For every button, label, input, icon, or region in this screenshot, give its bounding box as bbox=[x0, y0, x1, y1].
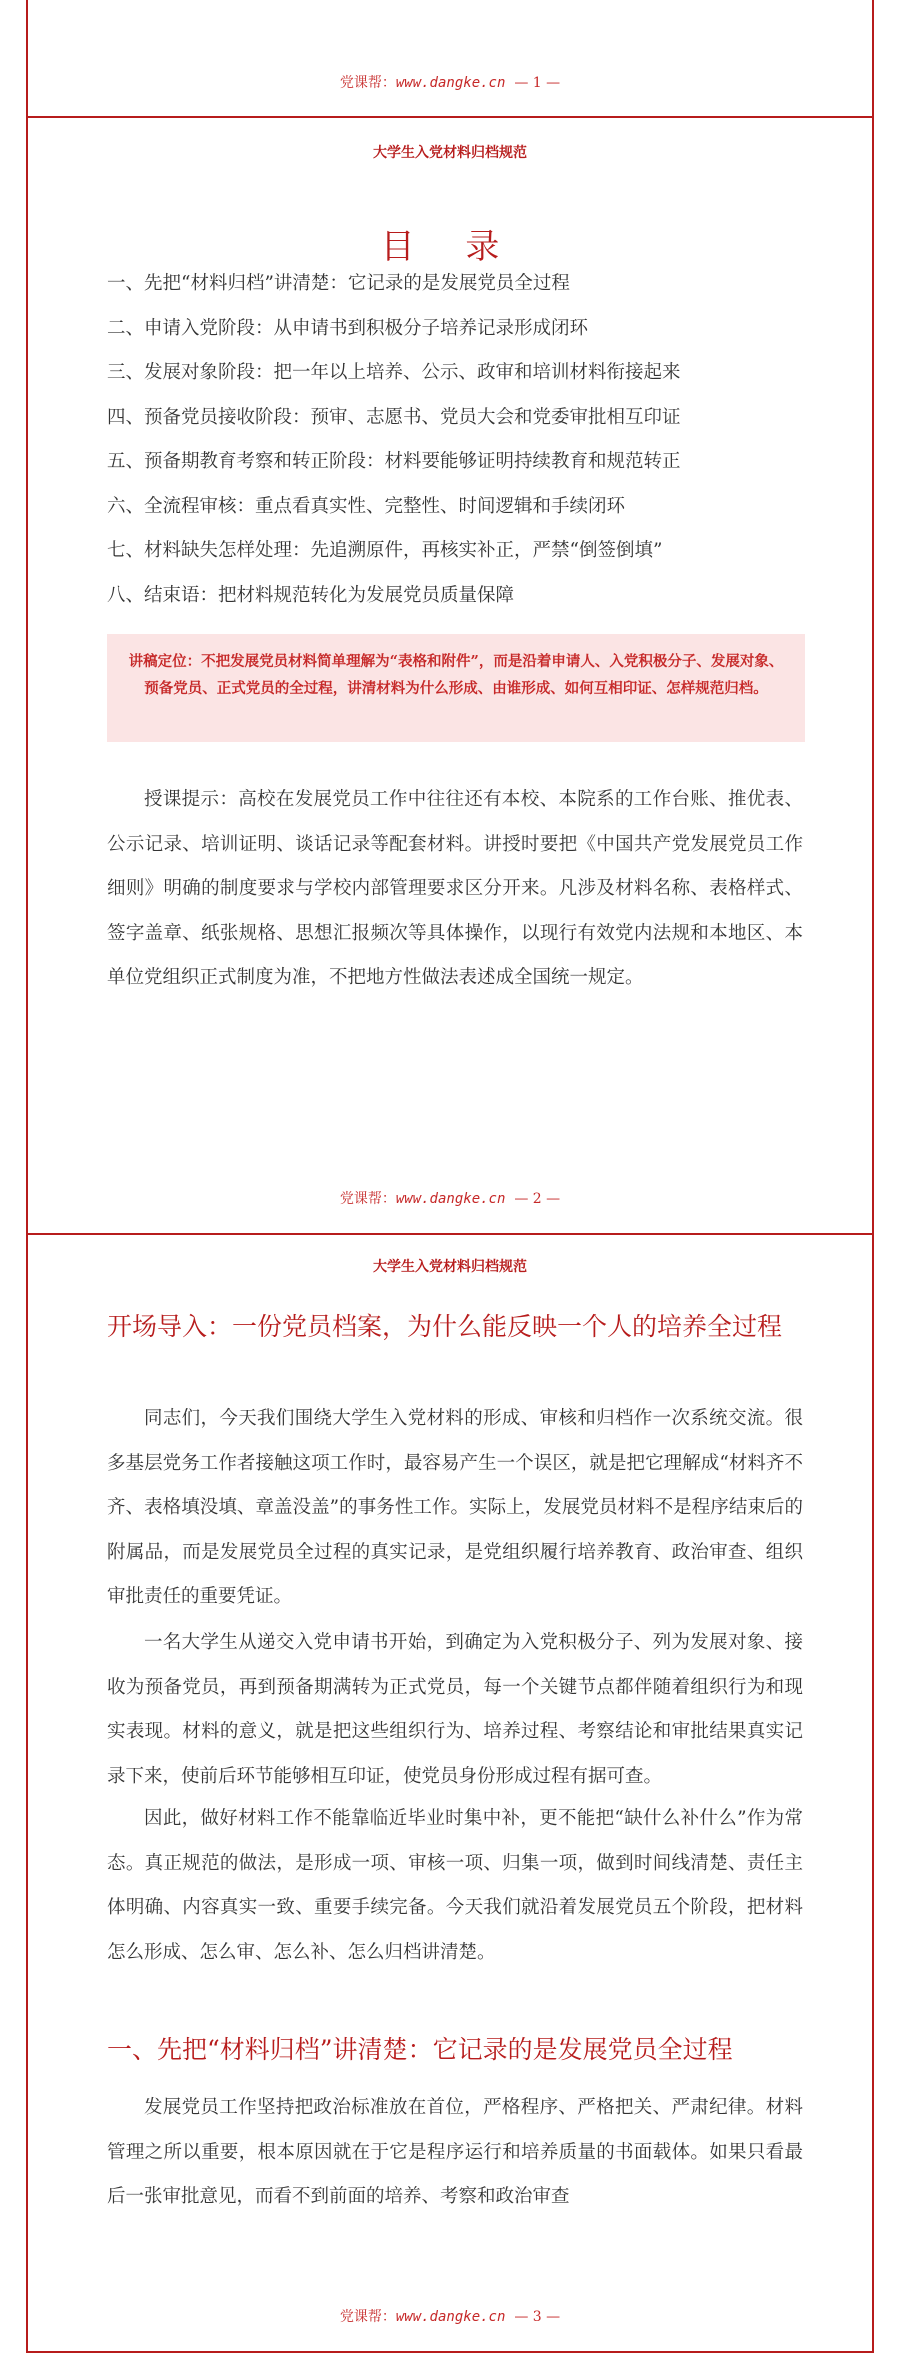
page-1-frame bbox=[26, 0, 874, 116]
footer-prefix: 党课帮： bbox=[339, 1191, 396, 1207]
toc-item: 八、结束语：把材料规范转化为发展党员质量保障 bbox=[107, 584, 515, 606]
footer-page-number: — 2 — bbox=[514, 1191, 561, 1207]
page-divider bbox=[26, 116, 874, 118]
toc-item: 五、预备期教育考察和转正阶段：材料要能够证明持续教育和规范转正 bbox=[107, 451, 681, 472]
footer-prefix: 党课帮： bbox=[339, 2309, 396, 2325]
footer-page-number: — 3 — bbox=[514, 2309, 561, 2325]
page-divider bbox=[26, 1233, 874, 1235]
footer-page-number: — 1 — bbox=[514, 75, 561, 91]
footer-site-link[interactable]: www.dangke.cn bbox=[395, 75, 506, 91]
body-paragraph: 同志们，今天我们围绕大学生入党材料的形成、审核和归档作一次系统交流。很多基层党务工作者接触这项工作时，最容易产生一个误区，就是把它理解成“材料齐不齐、表格填没填、章盖没盖”的事务性工作。实际上，发展党员材料不是程序结束后的附属品，而是发展党员全过程的真实记录，是党组织履行培养教育、政治审查、组织审批责任的重要凭证。 bbox=[107, 1408, 803, 1608]
toc-item: 六、全流程审核：重点看真实性、完整性、时间逻辑和手续闭环 bbox=[107, 495, 626, 517]
toc-item: 四、预备党员接收阶段：预审、志愿书、党员大会和党委审批相互印证 bbox=[107, 406, 681, 428]
running-head: 大学生入党材料归档规范 bbox=[373, 145, 527, 161]
page-footer-1 bbox=[0, 72, 900, 92]
body-paragraph: 一名大学生从递交入党申请书开始，到确定为入党积极分子、列为发展对象、接收为预备党员，再到预备期满转为正式党员，每一个关键节点都伴随着组织行为和现实表现。材料的意义，就是把这些组织行为、培养过程、考察结论和审批结果真实记录下来，使前后环节能够相互印证，使党员身份形成过程有据可查。 bbox=[107, 1632, 803, 1787]
footer-prefix: 党课帮： bbox=[339, 75, 396, 91]
lecture-positioning-note: 讲稿定位：不把发展党员材料简单理解为“表格和附件”，而是沿着申请人、入党积极分子、发展对象、预备党员、正式党员的全过程，讲清材料为什么形成、由谁形成、如何互相印证、怎样规范归档。 bbox=[107, 634, 805, 742]
body-paragraph: 发展党员工作坚持把政治标准放在首位，严格程序、严格把关、严肃纪律。材料管理之所以重要，根本原因就在于它是程序运行和培养质量的书面载体。如果只看最后一张审批意见，而看不到前面的培养、考察和政治审查 bbox=[107, 2097, 803, 2208]
running-head: 大学生入党材料归档规范 bbox=[373, 1259, 527, 1275]
toc-title: 目 录 bbox=[380, 226, 520, 267]
page-footer-2 bbox=[0, 1188, 900, 1208]
toc-item: 二、申请入党阶段：从申请书到积极分子培养记录形成闭环 bbox=[107, 317, 589, 339]
page-divider bbox=[26, 2351, 874, 2353]
section-one-heading: 一、先把“材料归档”讲清楚：它记录的是发展党员全过程 bbox=[107, 2035, 733, 2064]
footer-site-link[interactable]: www.dangke.cn bbox=[395, 2309, 506, 2325]
body-paragraph: 因此，做好材料工作不能靠临近毕业时集中补，更不能把“缺什么补什么”作为常态。真正规范的做法，是形成一项、审核一项、归集一项，做到时间线清楚、责任主体明确、内容真实一致、重要手续完备。今天我们就沿着发展党员五个阶段，把材料怎么形成、怎么审、怎么补、怎么归档讲清楚。 bbox=[107, 1808, 803, 1963]
toc-list bbox=[107, 262, 807, 618]
footer-site-link[interactable]: www.dangke.cn bbox=[395, 1191, 506, 1207]
toc-item: 一、先把“材料归档”讲清楚：它记录的是发展党员全过程 bbox=[107, 273, 570, 294]
opening-heading: 开场导入：一份党员档案，为什么能反映一个人的培养全过程 bbox=[107, 1312, 783, 1341]
page-footer-3 bbox=[0, 2306, 900, 2326]
toc-item: 三、发展对象阶段：把一年以上培养、公示、政审和培训材料衔接起来 bbox=[107, 362, 681, 383]
toc-item: 七、材料缺失怎样处理：先追溯原件，再核实补正，严禁“倒签倒填” bbox=[107, 540, 663, 561]
teaching-tip-paragraph: 授课提示：高校在发展党员工作中往往还有本校、本院系的工作台账、推优表、公示记录、培训证明、谈话记录等配套材料。讲授时要把《中国共产党发展党员工作细则》明确的制度要求与学校内部管理要求区分开来。凡涉及材料名称、表格样式、签字盖章、纸张规格、思想汇报频次等具体操作，以现行有效党内法规和本地区、本单位党组织正式制度为准，不把地方性做法表述成全国统一规定。 bbox=[107, 789, 803, 989]
